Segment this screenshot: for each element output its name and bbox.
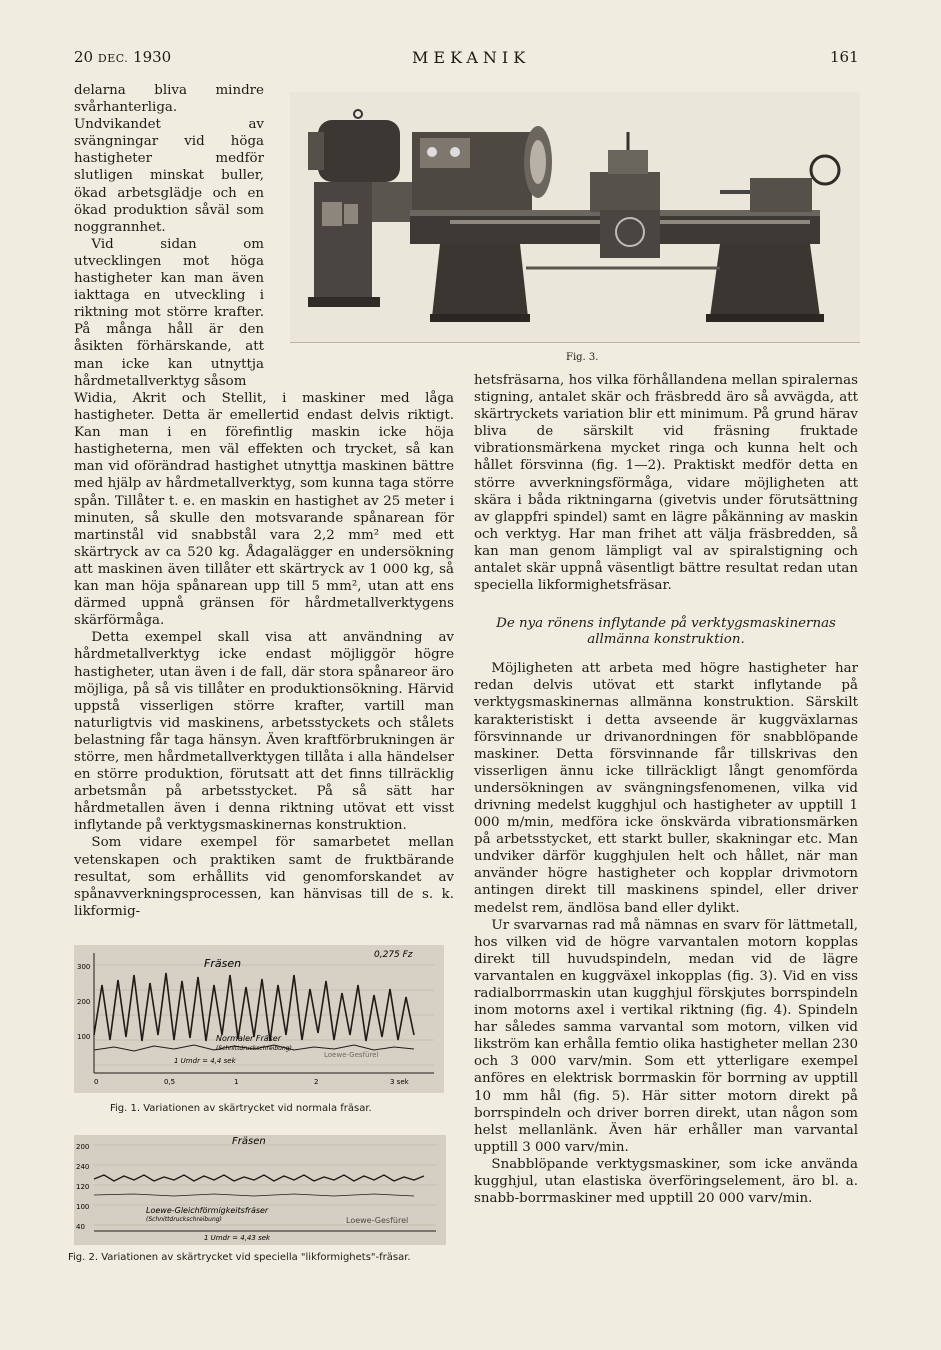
paragraph: Detta exempel skall visa att användning av hårdmetallverktyg icke endast möjliggör högre hastigheter, utan även i de fall, där stora spånareor äro möjliga, på så vis tillåter en produktionsökning. Härvid uppstå visserligen större krafter, vartill man naturligtvis vid maskinens, arbetsstyckets och stålets belastning får taga hänsyn. Även kraftförbrukningen är större, men hårdmetallverktygen tillåta i alla händelser en större produktion, förutsatt att det finns tillräcklig arbetsmån på arbetsstycket. På så sätt har hårdmetallen även i denna riktning utövat ett visst inflytande på verktygsmaskinernas konstruktion. [74,630,454,834]
paragraph: Ur svarvarnas rad må nämnas en svarv för lättmetall, hos vilken vid de högre varvantalen motorn kopplas direkt till huvudspindeln, medan vid de lägre varvantalen en kuggväxel inkopplas (fig. 3). Vid en viss radialborrmaskin utan kugghjul förskjutes borrspindeln inom motorns axel i vertikal riktning (fig. 4). Spindeln har således samma varvantal som motorn, vilken vid likström kan erhålla femtio olika hastigheter mellan 230 och 3 000 varv/min. Som ett ytterligare exempel anföres en elektrisk borrmaskin för borrning av upptill 10 mm hål (fig. 5). Här sitter motorn direkt på borrspindeln och driver borren direkt, utan någon som helst mellanlänk. Även här erhåller man varvantal upptill 3 000 varv/min. [474,917,858,1155]
fig1-axis-label: 300 [77,963,91,971]
fig1-title: Fräsen [204,957,242,970]
fig2-brand: Loewe-Gesfürel [346,1216,409,1225]
page-number: 161 [830,48,859,66]
paragraph: delarna bliva mindre svårhanterliga. Undvikandet av svängningar vid höga hastigheter medför slutligen minskat buller, ökad arbetsglädje och en ökad produktion såväl som noggrannhet. [74,83,264,235]
fig1-brand: Loewe-Gesfürel [324,1051,379,1059]
paragraph: Som vidare exempel för samarbetet mellan vetenskapen och praktiken samt de fruktbärande resultat, som erhållits vid genomforskandet av spånavverkningsprocessen, kan hänvisas till de s. k. likformig- [74,835,454,919]
right-column [474,372,858,1207]
figure-2-caption: Fig. 2. Variationen av skärtrycket vid speciella "likformighets"-fräsar. [68,1252,411,1263]
figure-3-label: Fig. 3. [566,352,599,363]
paragraph: Widia, Akrit och Stellit, i maskiner med låga hastigheter. Detta är emellertid endast delvis riktigt. Kan man i en förefintlig maskin icke höja hastigheterna, men väl effekten och trycket, så kan man vid oförändrad hastighet utnyttja maskinen bättre med hjälp av hårdmetallverktyg, som kunna taga större spån. Tillåter t. e. en maskin en hastighet av 25 meter i minuten, så skulle den motsvarande spånarean för martinstål vid snabbstål vara 2,2 mm² med ett skärtryck av ca 520 kg. Ådagalägger en undersökning att maskinen även tillåter ett skärtryck av 1 000 kg, så kan man höja spånarean upp till 5 mm², utan att ens därmed uppnå gränsen för hårdmetallverktygens skärförmåga. [74,391,454,629]
figure-1-caption: Fig. 1. Variationen av skärtrycket vid normala fräsar. [110,1103,372,1114]
left-column-wide [74,390,454,920]
fig1-axis-label: 3 sek [390,1078,409,1086]
figure-2-cutting-force-graph [74,1135,446,1245]
fig1-axis-label: 0 [94,1078,99,1086]
fig2-axis-label: 120 [76,1183,90,1191]
fig2-title: Fräsen [232,1136,266,1147]
fig1-legend-sub: (Schnittdruckschreibung) [216,1045,292,1052]
lathe-illustration [290,92,860,342]
journal-title: MEKANIK [412,48,531,67]
figure-2-graph [74,1135,446,1245]
fig1-axis-label: 1 [234,1078,239,1086]
fig1-umdr: 1 Umdr = 4,4 sek [174,1057,236,1065]
figure-3-lathe-photo [290,92,860,343]
fig2-axis-label: 240 [76,1163,90,1171]
fig1-legend: Normaler Fräser [216,1034,282,1043]
fig2-legend: Loewe-Gleichförmigkeitsfräser [146,1206,269,1215]
fig2-axis-label: 100 [76,1203,90,1211]
header-date: 20 DEC. 1930 [74,48,172,66]
fig1-axis-label: 100 [77,1033,91,1041]
figure-1-cutting-force-graph [74,945,444,1093]
fig2-axis-label: 40 [76,1223,85,1231]
paragraph: hetsfräsarna, hos vilka förhållandena mellan spiralernas stigning, antalet skär och fräsbredd äro så avvägda, att skärtryckets variation blir ett minimum. På grund härav bliva de särskilt vid fräsning fruktade vibrationsmärkena mycket ringa och kunna helt och hållet försvinna (fig. 1—2). Praktiskt medför detta en större avverkningsförmåga, vidare möjligheten att skära i båda riktningarna (givetvis under förutsättning av glappfri spindel) samt en lägre påkänning av maskin och verktyg. Har man frihet att välja fräsbredden, så kan man genom lämpligt val av spiralstigning och antalet skär uppnå väsentligt bättre resultat redan utan speciella likformighetsfräsar. [474,373,858,594]
left-column-narrow [74,82,264,390]
fig1-axis-label: 0,5 [164,1078,176,1086]
fig2-legend-sub: (Schnittdruckschreibung) [146,1216,222,1223]
figure-1-graph [74,945,444,1093]
fig1-axis-label: 2 [314,1078,319,1086]
fig2-axis-label: 200 [76,1143,90,1151]
paragraph: Vid sidan om utvecklingen mot höga hastigheter kan man även iakttaga en utveckling i riktning mot större krafter. På många håll är den åsikten förhärskande, att man icke kan utnyttja hårdmetallverktyg såsom [74,236,264,389]
section-heading: De nya rönens inflytande på verktygsmaskinernas allmänna konstruktion. [496,616,836,648]
fig1-axis-label: 200 [77,998,91,1006]
paragraph: Snabblöpande verktygsmaskiner, som icke använda kugghjul, utan elastiska överföringselement, äro bl. a. snabb-borrmaskiner med upptill 20 000 varv/min. [474,1156,858,1207]
fig2-umdr: 1 Umdr = 4,43 sek [204,1234,271,1242]
fig1-rate: 0,275 Fz [374,950,413,960]
paragraph: Möjligheten att arbeta med högre hastigheter har redan delvis utövat ett starkt inflytande på verktygsmaskinernas allmänna konstruktion. Särskilt karakteristiskt i detta avseende är kuggväxlarnas försvinnande ur drivanordningen för snabblöpande maskiner. Detta försvinnande får tillskrivas den visserligen ännu icke tillräckligt långt genomförda undersökningen av svängningsfenomenen, vilka vid drivning medelst kugghjul och hastigheter av upptill 1 000 m/min, medföra icke önskvärda vibrationsmärken på arbetsstycket, ett starkt buller, skakningar etc. Man undviker därför kugghjulen helt och hållet, när man använder högre hastigheter och kopplar drivmotorn antingen direkt till maskinens spindel, eller driver medelst rem, ändlösa band eller dylikt. [474,661,858,916]
